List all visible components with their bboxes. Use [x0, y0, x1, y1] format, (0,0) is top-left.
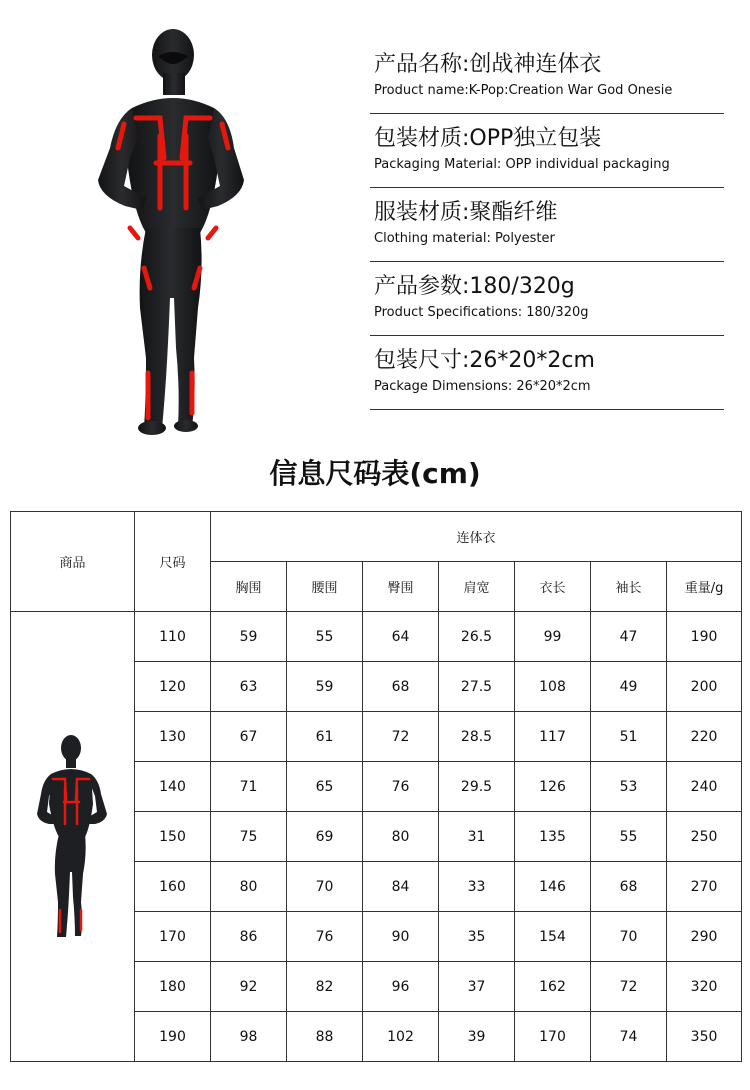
spec-packaging-material	[370, 114, 724, 188]
spec-label-zh: 产品名称:创战神连体衣	[374, 52, 602, 77]
measurement-cell: 67	[211, 712, 287, 762]
header-length: 衣长	[515, 562, 591, 612]
measurement-cell: 102	[363, 1012, 439, 1062]
header-row-group	[11, 512, 742, 562]
spec-product-name	[370, 40, 724, 114]
measurement-cell: 55	[287, 612, 363, 662]
measurement-cell: 99	[515, 612, 591, 662]
header-size: 尺码	[135, 512, 211, 612]
measurement-cell: 68	[363, 662, 439, 712]
spec-package-dimensions	[370, 336, 724, 410]
measurement-cell: 61	[287, 712, 363, 762]
measurement-cell: 250	[667, 812, 742, 862]
measurement-cell: 96	[363, 962, 439, 1012]
measurement-cell: 90	[363, 912, 439, 962]
size-chart-body	[11, 612, 742, 1062]
measurement-cell: 29.5	[439, 762, 515, 812]
size-cell: 180	[135, 962, 211, 1012]
header-product: 商品	[11, 512, 135, 612]
spec-label-zh: 服装材质:聚酯纤维	[374, 200, 558, 225]
spec-label-en: Product name:K-Pop:Creation War God Onesie	[374, 83, 673, 98]
measurement-cell: 59	[287, 662, 363, 712]
measurement-cell: 126	[515, 762, 591, 812]
measurement-cell: 88	[287, 1012, 363, 1062]
header-waist: 腰围	[287, 562, 363, 612]
measurement-cell: 92	[211, 962, 287, 1012]
measurement-cell: 170	[515, 1012, 591, 1062]
measurement-cell: 190	[667, 612, 742, 662]
measurement-cell: 290	[667, 912, 742, 962]
measurement-cell: 37	[439, 962, 515, 1012]
measurement-cell: 146	[515, 862, 591, 912]
header-hip: 臀围	[363, 562, 439, 612]
measurement-cell: 64	[363, 612, 439, 662]
measurement-cell: 80	[363, 812, 439, 862]
measurement-cell: 39	[439, 1012, 515, 1062]
size-cell: 150	[135, 812, 211, 862]
measurement-cell: 70	[591, 912, 667, 962]
spec-label-en: Packaging Material: OPP individual packaging	[374, 157, 670, 172]
measurement-cell: 154	[515, 912, 591, 962]
measurement-cell: 82	[287, 962, 363, 1012]
measurement-cell: 72	[363, 712, 439, 762]
header-weight: 重量/g	[667, 562, 742, 612]
product-thumbnail	[33, 732, 113, 942]
size-cell: 140	[135, 762, 211, 812]
measurement-cell: 220	[667, 712, 742, 762]
spec-label-zh: 包装材质:OPP独立包装	[374, 126, 602, 151]
measurement-cell: 74	[591, 1012, 667, 1062]
spec-label-en: Product Specifications: 180/320g	[374, 305, 589, 320]
measurement-cell: 70	[287, 862, 363, 912]
product-specs	[370, 40, 724, 410]
measurement-cell: 69	[287, 812, 363, 862]
table-row	[11, 612, 742, 662]
measurement-cell: 26.5	[439, 612, 515, 662]
measurement-cell: 76	[287, 912, 363, 962]
measurement-cell: 33	[439, 862, 515, 912]
measurement-cell: 240	[667, 762, 742, 812]
product-photo	[80, 28, 280, 438]
measurement-cell: 320	[667, 962, 742, 1012]
measurement-cell: 72	[591, 962, 667, 1012]
measurement-cell: 65	[287, 762, 363, 812]
header-chest: 胸围	[211, 562, 287, 612]
header-sleeve: 袖长	[591, 562, 667, 612]
measurement-cell: 49	[591, 662, 667, 712]
header-onesie-group: 连体衣	[211, 512, 742, 562]
measurement-cell: 80	[211, 862, 287, 912]
measurement-cell: 55	[591, 812, 667, 862]
measurement-cell: 135	[515, 812, 591, 862]
spec-label-en: Clothing material: Polyester	[374, 231, 555, 246]
size-cell: 170	[135, 912, 211, 962]
measurement-cell: 98	[211, 1012, 287, 1062]
size-cell: 190	[135, 1012, 211, 1062]
size-chart-title: 信息尺码表(cm)	[269, 457, 481, 490]
measurement-cell: 86	[211, 912, 287, 962]
size-cell: 160	[135, 862, 211, 912]
measurement-cell: 68	[591, 862, 667, 912]
size-cell: 110	[135, 612, 211, 662]
measurement-cell: 63	[211, 662, 287, 712]
measurement-cell: 200	[667, 662, 742, 712]
spec-label-zh: 包装尺寸:26*20*2cm	[374, 348, 595, 373]
measurement-cell: 53	[591, 762, 667, 812]
header-shoulder: 肩宽	[439, 562, 515, 612]
measurement-cell: 51	[591, 712, 667, 762]
measurement-cell: 350	[667, 1012, 742, 1062]
product-thumbnail-cell	[11, 612, 135, 1062]
measurement-cell: 76	[363, 762, 439, 812]
measurement-cell: 28.5	[439, 712, 515, 762]
measurement-cell: 84	[363, 862, 439, 912]
size-chart-table	[10, 511, 742, 1062]
spec-label-en: Package Dimensions: 26*20*2cm	[374, 379, 591, 394]
measurement-cell: 71	[211, 762, 287, 812]
measurement-cell: 35	[439, 912, 515, 962]
measurement-cell: 108	[515, 662, 591, 712]
spec-label-zh: 产品参数:180/320g	[374, 274, 575, 299]
measurement-cell: 270	[667, 862, 742, 912]
spec-product-specifications	[370, 262, 724, 336]
measurement-cell: 75	[211, 812, 287, 862]
spec-clothing-material	[370, 188, 724, 262]
size-cell: 130	[135, 712, 211, 762]
measurement-cell: 162	[515, 962, 591, 1012]
measurement-cell: 47	[591, 612, 667, 662]
measurement-cell: 117	[515, 712, 591, 762]
measurement-cell: 31	[439, 812, 515, 862]
size-cell: 120	[135, 662, 211, 712]
measurement-cell: 59	[211, 612, 287, 662]
measurement-cell: 27.5	[439, 662, 515, 712]
